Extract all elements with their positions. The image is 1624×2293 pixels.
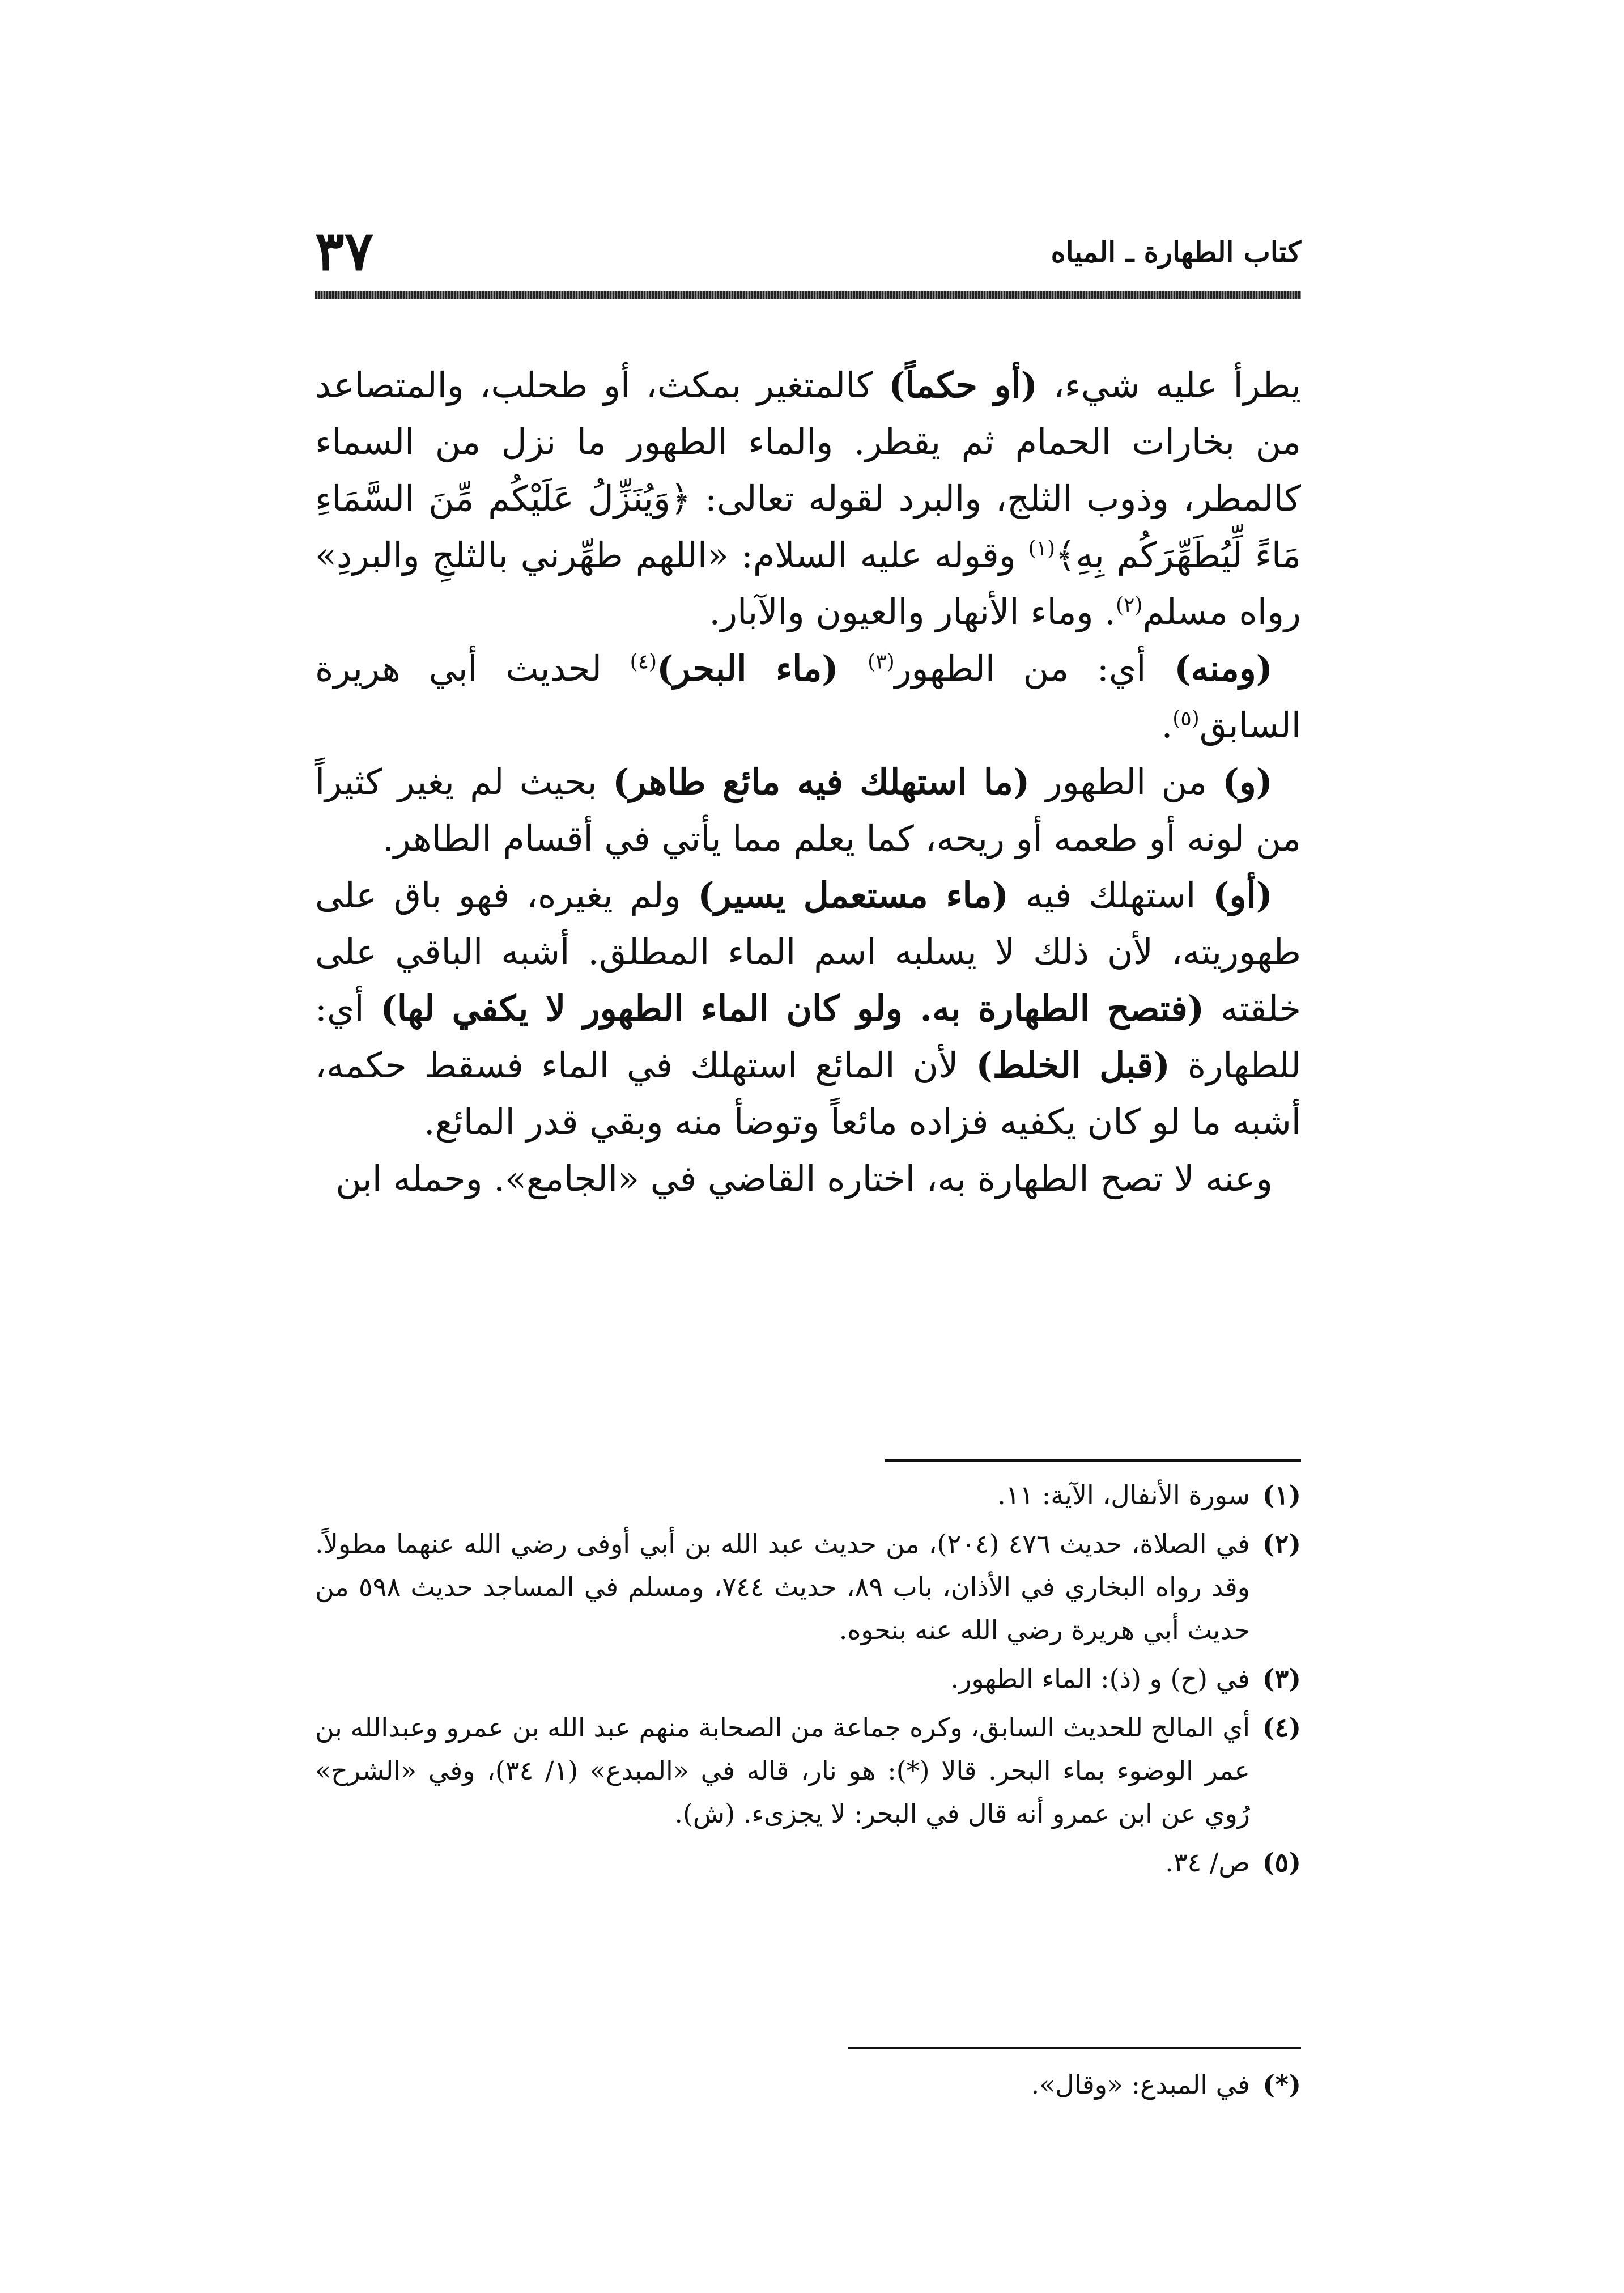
starnote-text: في المبدع: «وقال». — [1031, 2069, 1250, 2100]
paragraph-3 — [315, 754, 1301, 867]
p3-text-d: بحيث لم يغير كثيراً من لونه أو طعمه أو ريحه، كما يعلم مما يأتي في أقسام الطاهر. — [315, 761, 1301, 859]
paragraph-4 — [315, 867, 1301, 1150]
p1-text-d: وقوله عليه السلام: «اللهم طهِّرني بالثلجِ والبردِ» رواه مسلم — [315, 534, 1301, 632]
paragraph-1 — [315, 357, 1301, 640]
p3-text-b: من الطهور — [1030, 761, 1223, 802]
footnote-text: ص/ ٣٤. — [1165, 1847, 1250, 1878]
p4-bold-c: (ماء مستعمل يسير) — [698, 874, 1009, 916]
p2-bold-c: (ماء البحر) — [657, 648, 868, 689]
header-rule — [315, 291, 1301, 299]
footnote-text: أي المالح للحديث السابق، وكره جماعة من الصحابة منهم عبد الله بن عمرو وعبدالله بن عمر الوضوء بماء البحر. قالا (*): هو نار، قاله في «المبدع» (١/ ٣٤)، وفي «الشرح» رُوي عن ابن عمرو أنه قال في البحر: لا يجزىء. (ش). — [315, 1712, 1250, 1829]
p2-bold-a: (ومنه) — [1174, 648, 1273, 689]
main-text — [315, 357, 1301, 1207]
page-number: ٣٧ — [315, 219, 374, 283]
running-header-title: كتاب الطهارة ـ المياه — [1051, 235, 1301, 269]
footnote-1 — [315, 1474, 1301, 1517]
p2-text-e: . — [1161, 704, 1173, 746]
p4-text-f: أي: للطهارة — [315, 988, 1301, 1086]
starnote-row — [315, 2063, 1301, 2106]
footnote-text: في الصلاة، حديث ٤٧٦ (٢٠٤)، من حديث عبد الله بن أبي أوفى رضي الله عنهما مطولاً. وقد رواه البخاري في الأذان، باب ٨٩، حديث ٧٤٤، ومسلم في المساجد حديث ٥٩٨ من حديث أبي هريرة رضي الله عنه بنحوه. — [315, 1528, 1250, 1645]
footnote-number: (٥) — [1262, 1847, 1301, 1878]
p2-text-b: أي: من الطهور — [894, 648, 1175, 689]
starnote-separator — [848, 2047, 1301, 2049]
footnote-number: (٤) — [1262, 1712, 1301, 1743]
p2-text-d: لحديث أبي هريرة السابق — [315, 648, 1301, 746]
footnote-5 — [315, 1841, 1301, 1884]
footnote-number: (١) — [1262, 1480, 1301, 1510]
footnote-4 — [315, 1706, 1301, 1835]
p4-text-b: استهلك فيه — [1008, 874, 1213, 916]
starnote-marker: (*) — [1262, 2069, 1301, 2100]
p1-text-c: كالمتغير بمكث، أو طحلب، والمتصاعد من بخارات الحمام ثم يقطر. والماء الطهور ما نزل من السماء كالمطر، وذوب الثلج، والبرد لقوله تعالى: ﴿وَيُنَزِّلُ عَلَيْكُم مِّنَ السَّمَاءِ مَاءً لِّيُطَهِّرَكُم بِهِ﴾ — [315, 364, 1301, 576]
p1-text-a: يطرأ عليه شيء، — [1038, 364, 1302, 406]
paragraph-5: وعنه لا تصح الطهارة به، اختاره القاضي في «الجامع». وحمله ابن — [335, 1158, 1273, 1199]
p3-bold-c: (ما استهلك فيه مائع طاهر) — [613, 761, 1030, 802]
paragraph-2 — [315, 640, 1301, 754]
footnote-text: في (ح) و (ذ): الماء الطهور. — [950, 1663, 1250, 1694]
footnote-text: سورة الأنفال، الآية: ١١. — [997, 1480, 1250, 1510]
footnote-ref-1[interactable]: (١) — [1028, 537, 1056, 560]
p4-text-d: ولم يغيره، فهو باق على طهوريته، لأن ذلك لا يسلبه اسم الماء المطلق. أشبه الباقي على خلقته — [315, 874, 1301, 1029]
p3-bold-a: (و) — [1222, 761, 1273, 802]
footnote-ref-2[interactable]: (٢) — [1115, 593, 1143, 617]
p4-bold-g: (قبل الخلط) — [976, 1044, 1170, 1086]
footnote-3 — [315, 1657, 1301, 1700]
footnotes — [315, 1474, 1301, 1889]
footnote-separator — [885, 1459, 1301, 1462]
editor-note — [315, 2063, 1301, 2112]
page-header — [315, 219, 1301, 306]
footnote-2 — [315, 1522, 1301, 1651]
footnote-ref-3[interactable]: (٣) — [868, 650, 895, 674]
footnote-number: (٣) — [1262, 1663, 1301, 1694]
p4-bold-a: (أو) — [1213, 874, 1273, 916]
p1-text-e: . وماء الأنهار والعيون والآبار. — [709, 591, 1116, 632]
p4-text-h: لأن المائع استهلك في الماء فسقط حكمه، أشبه ما لو كان يكفيه فزاده مائعاً وتوضأ منه وبقي قدر المائع. — [315, 1044, 1301, 1143]
footnote-ref-4[interactable]: (٤) — [630, 650, 657, 674]
p1-bold-b: (أو حكماً) — [888, 364, 1038, 406]
footnote-ref-5[interactable]: (٥) — [1172, 707, 1200, 731]
footnote-number: (٢) — [1262, 1528, 1301, 1559]
p4-bold-e: (فتصح الطهارة به. ولو كان الماء الطهور لا يكفي لها) — [380, 988, 1205, 1029]
